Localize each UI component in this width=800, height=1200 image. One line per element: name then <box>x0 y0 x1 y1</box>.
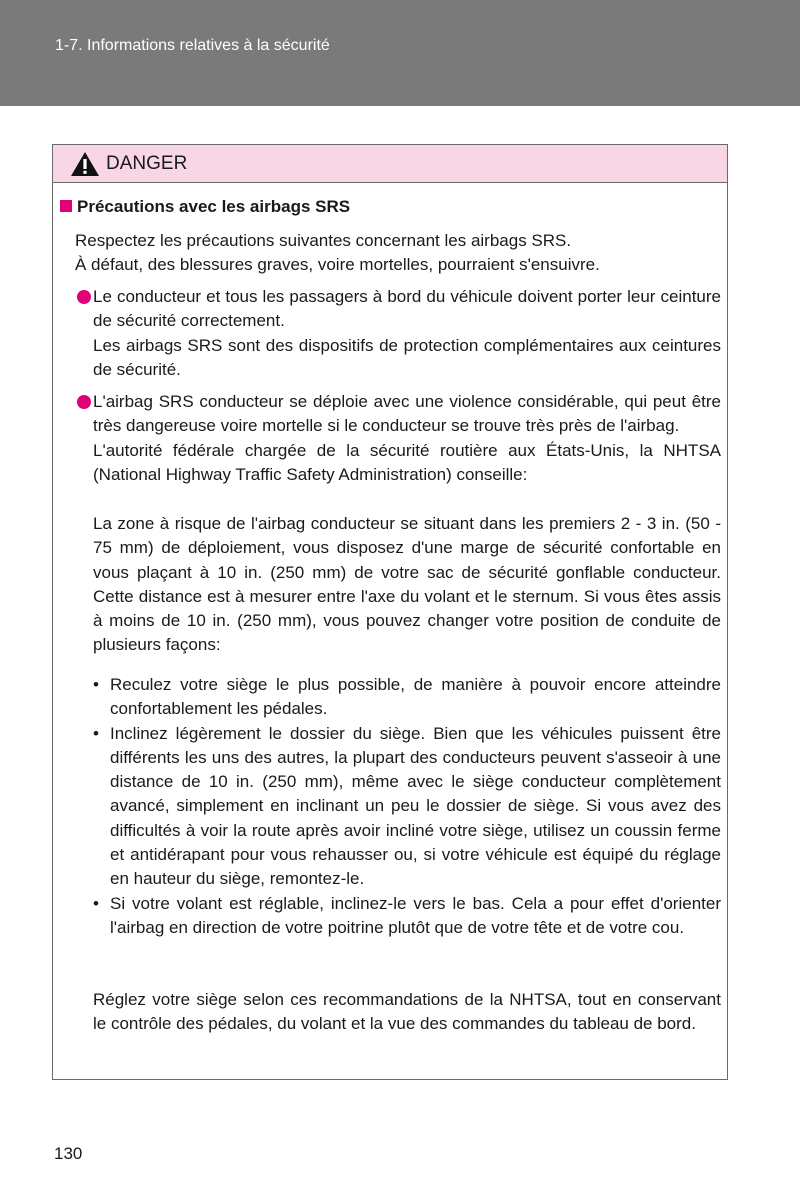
page-number: 130 <box>54 1144 83 1163</box>
danger-label: DANGER <box>106 153 188 174</box>
warning-triangle-icon <box>70 151 100 177</box>
bullet-text: L'airbag SRS conducteur se déploie avec une violence considérable, qui peut être très dangereuse voire mortelle si le conducteur se trouve très près de l'airbag. L'autorité fédérale chargée de la sécurité routière aux États-Unis, la NHTSA (National Highway Traffic Safety Administration) conseille: <box>93 392 721 484</box>
dash-item: • Si votre volant est réglable, inclinez-le vers le bas. Cela a pour effet d'orienter l'airbag en direction de votre poitrine plutôt que de votre tête et de votre cou. <box>93 893 721 937</box>
nhtsa-paragraph: La zone à risque de l'airbag conducteur se situant dans les premiers 2 - 3 in. (50 - 75 mm) de déploiement, vous disposez d'une marge de sécurité confortable en vous plaçant à 10 in. (250 mm) de votre sac de sécurité gonflable conducteur. Cette distance est à mesurer entre l'axe du volant et le sternum. Si vous êtes assis à moins de 10 in. (250 mm), vous pouvez changer votre position de conduite de plusieurs façons: <box>93 514 721 655</box>
circle-bullet-icon <box>77 395 91 409</box>
section-title: Précautions avec les airbags SRS <box>60 197 350 217</box>
dash-list <box>93 673 721 940</box>
dash-item: • Reculez votre siège le plus possible, de manière à pouvoir encore atteindre confortablement les pédales. <box>93 675 721 719</box>
dot-bullet-icon: • <box>93 723 99 743</box>
circle-bullet-icon <box>77 290 91 304</box>
danger-banner <box>53 145 727 183</box>
dot-bullet-icon: • <box>93 893 99 913</box>
section-heading: 1-7. Informations relatives à la sécurité <box>55 37 330 54</box>
danger-box <box>52 144 728 1080</box>
page-header <box>0 0 800 106</box>
square-bullet-icon <box>60 200 72 212</box>
intro-paragraph: Respectez les précautions suivantes concernant les airbags SRS. À défaut, des blessures graves, voire mortelles, pourraient s'ensuivre. <box>75 231 600 275</box>
dot-bullet-icon: • <box>93 675 99 694</box>
closing-paragraph: Réglez votre siège selon ces recommandations de la NHTSA, tout en conservant le contrôle des pédales, du volant et la vue des commandes du tableau de bord. <box>93 990 721 1034</box>
dash-item: • Inclinez légèrement le dossier du siège. Bien que les véhicules puissent être différents les uns des autres, la plupart des conducteurs peuvent s'asseoir à une distance de 10 in. (250 mm), même avec le siège conducteur complètement avancé, simplement en inclinant un peu le dossier de siège. Si vous avez des difficultés à voir la route après avoir incliné votre siège, utilisez un coussin ferme et antidérapant pour vous rehausser ou, si votre véhicule est équipé du réglage en hauteur du siège, remontez-le. <box>93 723 721 889</box>
bullet-text: Le conducteur et tous les passagers à bord du véhicule doivent porter leur ceinture de sécurité correctement. Les airbags SRS sont des dispositifs de protection complémentaires aux ceintures de sécurité. <box>93 287 721 379</box>
